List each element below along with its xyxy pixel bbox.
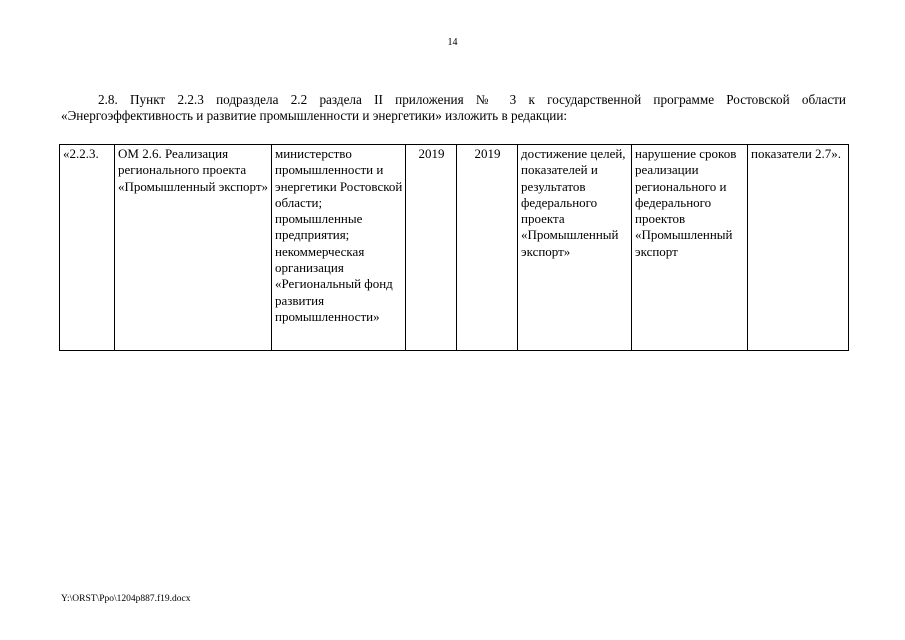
file-path-footer: Y:\ORST\Ppo\1204p887.f19.docx xyxy=(61,594,191,604)
cell-consequences: нарушение сроков реализации регионального и федерального проектов «Промышленный экспорт xyxy=(632,145,748,351)
page-number: 14 xyxy=(447,37,458,48)
cell-result: достижение целей, показателей и результатов федерального проекта «Промышленный экспорт» xyxy=(518,145,632,351)
paragraph-line-1: 2.8. Пункт 2.2.3 подраздела 2.2 раздела II приложения № 3 к государственной программе Ростовской области xyxy=(98,92,846,107)
cell-number: «2.2.3. xyxy=(60,145,115,351)
cell-executor: министерство промышленности и энергетики Ростовской области; промышленные предприятия; некоммерческая организация «Региональный фонд развития промышленности» xyxy=(272,145,406,351)
table-row xyxy=(60,145,849,351)
amendment-paragraph xyxy=(61,92,846,124)
cell-end-year: 2019 xyxy=(457,145,518,351)
cell-start-year: 2019 xyxy=(406,145,457,351)
cell-indicators: показатели 2.7». xyxy=(748,145,849,351)
program-table xyxy=(59,144,849,351)
paragraph-line-2: «Энергоэффективность и развитие промышленности и энергетики» изложить в редакции: xyxy=(61,108,568,123)
cell-measure: ОМ 2.6. Реализация регионального проекта «Промышленный экспорт» xyxy=(115,145,272,351)
